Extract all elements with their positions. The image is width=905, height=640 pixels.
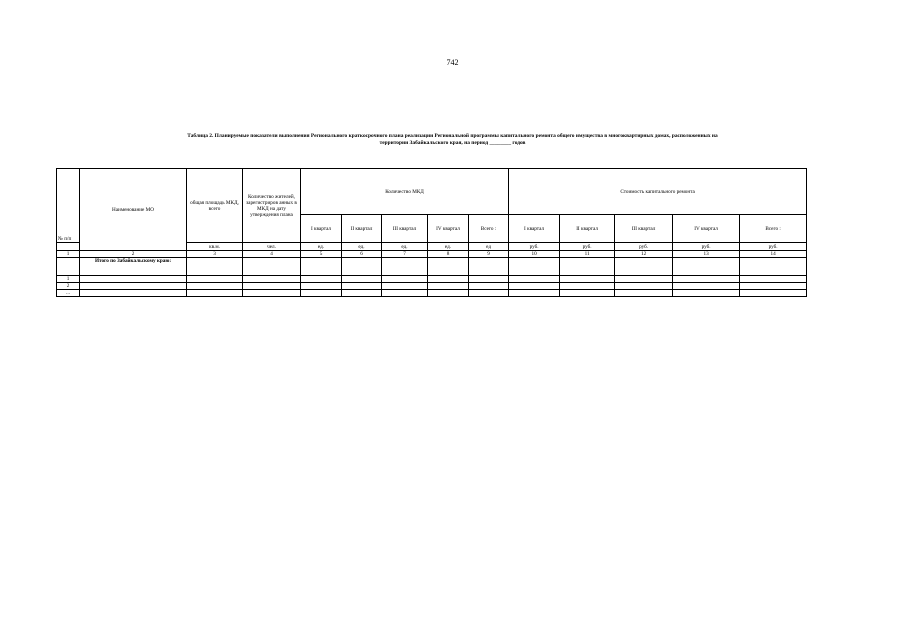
table-cell bbox=[243, 290, 301, 297]
unit-cost-q4: руб. bbox=[673, 243, 740, 251]
header-mkd-q3: III квартал bbox=[382, 215, 428, 243]
table-cell bbox=[673, 283, 740, 290]
table-cell bbox=[187, 290, 243, 297]
unit-mkd-q1: ед. bbox=[301, 243, 342, 251]
row-number: ... bbox=[57, 290, 80, 297]
unit-residents: чел. bbox=[243, 243, 301, 251]
table-cell bbox=[243, 283, 301, 290]
table-title bbox=[60, 133, 845, 147]
header-mkd-q1: I квартал bbox=[301, 215, 342, 243]
table-cell bbox=[615, 283, 673, 290]
column-number: 10 bbox=[509, 251, 560, 258]
row-number: 1 bbox=[57, 276, 80, 283]
table-cell bbox=[57, 258, 80, 276]
header-cost-q4: IV квартал bbox=[673, 215, 740, 243]
table-cell bbox=[673, 258, 740, 276]
table-cell bbox=[560, 290, 615, 297]
table-row bbox=[57, 290, 807, 297]
table-title-line-1: Таблица 2. Планируемые показатели выполнения Регионального краткосрочного плана реализации Региональной программы капитального ремонта общего имущества в многоквартирных домах, расположенных на bbox=[187, 133, 718, 139]
unit-cost-q2: руб. bbox=[560, 243, 615, 251]
table-cell bbox=[509, 290, 560, 297]
table-cell bbox=[342, 276, 382, 283]
column-number: 12 bbox=[615, 251, 673, 258]
unit-mkd-total: ед bbox=[469, 243, 509, 251]
unit-mkd-q2: ед. bbox=[342, 243, 382, 251]
table-cell bbox=[469, 283, 509, 290]
column-number: 14 bbox=[740, 251, 807, 258]
column-number: 11 bbox=[560, 251, 615, 258]
column-number: 3 bbox=[187, 251, 243, 258]
table-cell bbox=[615, 276, 673, 283]
header-cost-q1: I квартал bbox=[509, 215, 560, 243]
table-cell bbox=[428, 276, 469, 283]
table-cell bbox=[382, 258, 428, 276]
table-cell bbox=[187, 258, 243, 276]
table-cell bbox=[382, 283, 428, 290]
row-number: 2 bbox=[57, 283, 80, 290]
table-cell bbox=[469, 290, 509, 297]
column-number: 4 bbox=[243, 251, 301, 258]
unit-nn-empty bbox=[57, 243, 80, 251]
header-row-1 bbox=[57, 169, 807, 215]
table-cell bbox=[509, 283, 560, 290]
table-cell bbox=[740, 276, 807, 283]
column-number: 7 bbox=[382, 251, 428, 258]
header-mo-name: Наименование МО bbox=[80, 169, 187, 251]
column-number: 5 bbox=[301, 251, 342, 258]
header-cost-q2: II квартал bbox=[560, 215, 615, 243]
unit-area: кв.м. bbox=[187, 243, 243, 251]
column-number: 6 bbox=[342, 251, 382, 258]
page-number: 742 bbox=[446, 58, 459, 67]
column-number: 8 bbox=[428, 251, 469, 258]
table-cell bbox=[560, 283, 615, 290]
table-cell bbox=[187, 276, 243, 283]
unit-cost-total: руб. bbox=[740, 243, 807, 251]
header-mkd-q2: II квартал bbox=[342, 215, 382, 243]
table-cell bbox=[301, 283, 342, 290]
unit-cost-q1: руб. bbox=[509, 243, 560, 251]
table-cell bbox=[382, 276, 428, 283]
table-cell bbox=[80, 283, 187, 290]
table-cell bbox=[80, 276, 187, 283]
unit-mkd-q4: ед. bbox=[428, 243, 469, 251]
column-number: 2 bbox=[80, 251, 187, 258]
column-number: 9 bbox=[469, 251, 509, 258]
table-cell bbox=[301, 290, 342, 297]
table-cell bbox=[740, 290, 807, 297]
total-row-label: Итого по Забайкальскому краю: bbox=[80, 258, 187, 276]
table-cell bbox=[428, 283, 469, 290]
planned-indicators-table bbox=[56, 168, 807, 297]
header-cost-group: Стоимость капитального ремонта bbox=[509, 169, 807, 215]
header-mkd-count-group: Количество МКД bbox=[301, 169, 509, 215]
table-cell bbox=[560, 258, 615, 276]
table-cell bbox=[428, 258, 469, 276]
table-cell bbox=[673, 276, 740, 283]
column-number: 13 bbox=[673, 251, 740, 258]
table-cell bbox=[382, 290, 428, 297]
table-cell bbox=[342, 283, 382, 290]
table-cell bbox=[80, 290, 187, 297]
table-title-line-2: территории Забайкальского края, на период ________ годов bbox=[379, 140, 526, 146]
table-cell bbox=[342, 290, 382, 297]
table-cell bbox=[243, 276, 301, 283]
table-cell bbox=[615, 258, 673, 276]
header-total-area: общая площадь МКД, всего bbox=[187, 169, 243, 243]
header-mkd-q4: IV квартал bbox=[428, 215, 469, 243]
table-cell bbox=[673, 290, 740, 297]
header-nn: № п/п bbox=[57, 169, 80, 243]
unit-cost-q3: руб. bbox=[615, 243, 673, 251]
table-cell bbox=[301, 276, 342, 283]
table-cell bbox=[509, 276, 560, 283]
table-cell bbox=[301, 258, 342, 276]
header-mkd-total: Всего : bbox=[469, 215, 509, 243]
unit-mkd-q3: ед. bbox=[382, 243, 428, 251]
table-cell bbox=[469, 276, 509, 283]
column-number: 1 bbox=[57, 251, 80, 258]
header-residents: Количество жителей, зарегистриров анных в МКД на дату утверждения плана bbox=[243, 169, 301, 243]
table-cell bbox=[509, 258, 560, 276]
table-cell bbox=[342, 258, 382, 276]
table-cell bbox=[740, 283, 807, 290]
table-cell bbox=[428, 290, 469, 297]
table-cell bbox=[560, 276, 615, 283]
table-row bbox=[57, 276, 807, 283]
table-cell bbox=[469, 258, 509, 276]
table-cell bbox=[740, 258, 807, 276]
table-row bbox=[57, 283, 807, 290]
table-cell bbox=[615, 290, 673, 297]
table-cell bbox=[243, 258, 301, 276]
column-numbers-row bbox=[57, 251, 807, 258]
header-cost-total: Всего : bbox=[740, 215, 807, 243]
header-cost-q3: III квартал bbox=[615, 215, 673, 243]
table-cell bbox=[187, 283, 243, 290]
total-row bbox=[57, 258, 807, 276]
